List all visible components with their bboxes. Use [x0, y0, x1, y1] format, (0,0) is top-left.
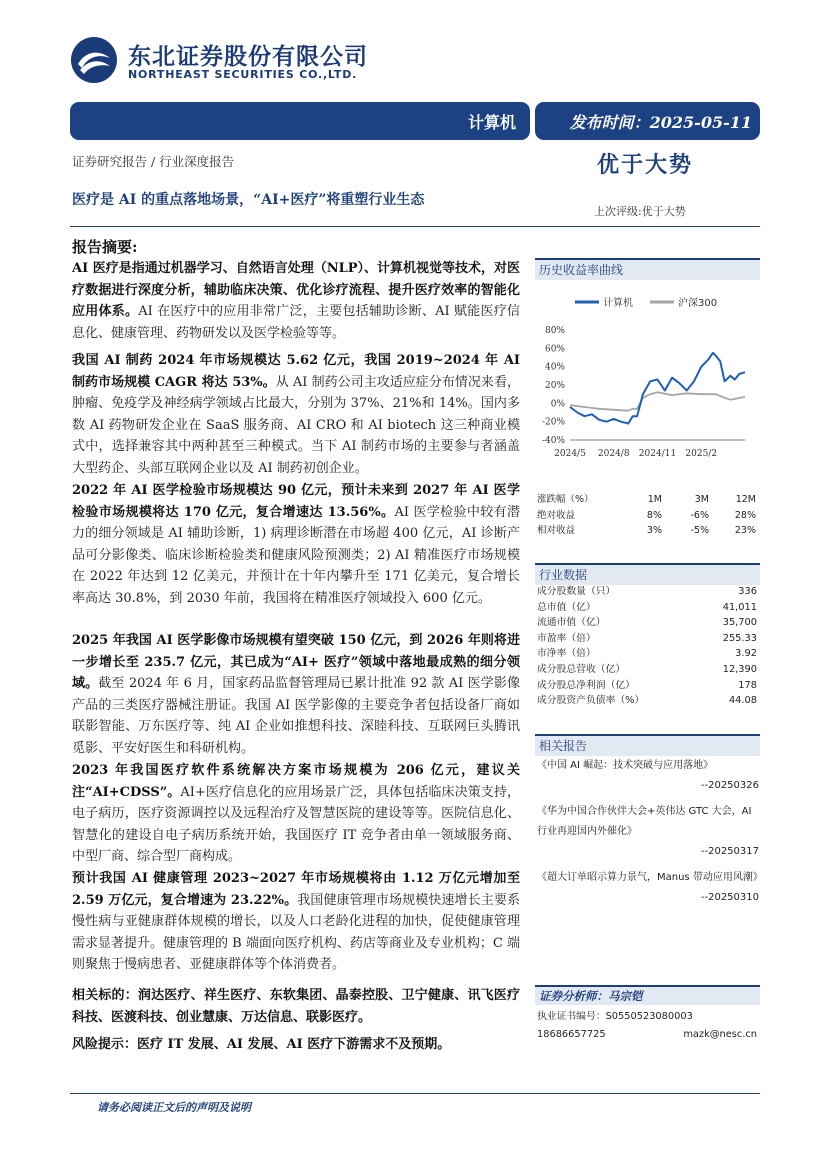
- industry-data-row: [537, 678, 757, 694]
- sector-label: 计算机: [467, 112, 516, 132]
- related-report-date: --20250317: [700, 846, 759, 857]
- industry-data-row: [537, 631, 757, 647]
- industry-data-label: 成分股数量（只）: [537, 586, 616, 597]
- summary-paragraph: [72, 868, 520, 976]
- company-logo: [70, 36, 390, 86]
- industry-data-value: 3.92: [735, 648, 757, 660]
- performance-label: 相对收益: [537, 525, 576, 536]
- related-targets-text: 相关标的：润达医疗、祥生医疗、东软集团、晶泰控股、卫宁健康、讯飞医疗科技、医渡科技、创业慧康、万达信息、联影医疗。: [72, 988, 520, 1025]
- paragraph-body: AI+医疗信息化的应用场景广泛，具体包括临床决策支持，电子病历，医疗资源调控以及远程治疗及智慧医院的建设等等。医院信息化、智慧化的建设自电子病历系统开始，我国医疗 IT 竞争者由单一领域服务商、中型厂商、综合型厂商构成。: [72, 784, 520, 865]
- summary-paragraph: [72, 350, 520, 480]
- industry-data-value: 35,700: [722, 617, 757, 629]
- x-tick-label: 2024/11: [638, 449, 677, 459]
- y-tick-label: 80%: [544, 326, 565, 336]
- related-reports-list: [537, 756, 763, 914]
- y-tick-label: 40%: [544, 362, 565, 373]
- performance-value: -5%: [690, 525, 709, 536]
- industry-data-row: [537, 584, 757, 600]
- paragraph-body: 我国健康管理市场规模快速增长主要系慢性病与亚健康群体规模的增长，以及人口老龄化进程的加快，促使健康管理需求显著提升。健康管理的 B 端面向医疗机构、药店等商业及专业机构；C 端则聚焦于慢病患者、亚健康群体等个体消费者。: [72, 892, 520, 973]
- performance-label: 涨跌幅（%）: [537, 494, 594, 505]
- performance-value: 1M: [647, 494, 662, 505]
- related-section-header: 相关报告: [535, 734, 760, 756]
- related-targets: [72, 985, 520, 1028]
- performance-value: 23%: [734, 525, 756, 536]
- industry-data-label: 成分股总净利润（亿）: [537, 679, 635, 691]
- industry-data-row: [537, 693, 757, 709]
- industry-data-value: 255.33: [722, 632, 757, 644]
- series-line: [570, 392, 745, 410]
- industry-section-header: 行业数据: [535, 563, 760, 585]
- company-name-en: NORTHEAST SECURITIES CO.,LTD.: [128, 68, 358, 81]
- series-line: [570, 353, 745, 424]
- performance-value: 8%: [646, 509, 662, 521]
- paragraph-body: 从 AI 制药公司主攻适应症分布情况来看，肿瘤、免疫学及神经病学领域占比最大，分别为 37%、21%和 14%。国内多数 AI 药物研发企业在 SaaS 服务商、AI CRO 和 AI biotech 这三种商业模式中，选择兼容其中两种甚至三种模式。当下 AI 制药市场的主要参与者涵盖大型药企、头部互联网企业以及 AI 制药初创企业。: [72, 374, 520, 476]
- performance-row: [537, 508, 760, 524]
- related-report-title[interactable]: 《华为中国合作伙伴大会+英伟达 GTC 大会，AI 行业再迎国内外催化》: [537, 806, 752, 837]
- publish-date: 发布时间：2025-05-11: [569, 112, 752, 132]
- analyst-license: 执业证书编号：S0550523080003: [537, 1011, 693, 1022]
- industry-data-label: 市盈率（倍）: [537, 632, 596, 644]
- rating: 优于大势: [597, 152, 694, 178]
- summary-paragraph: [72, 760, 520, 868]
- industry-data-table: [537, 584, 757, 709]
- logo-emblem-icon: [70, 36, 118, 84]
- y-tick-label: 0%: [550, 399, 565, 410]
- y-tick-label: -40%: [541, 436, 565, 446]
- industry-data-label: 成分股总营收（亿）: [537, 663, 626, 675]
- performance-value: 3%: [646, 525, 662, 536]
- analyst-info: [537, 1008, 757, 1044]
- report-headline: 医疗是 AI 的重点落地场景，“AI+医疗”将重塑行业生态: [72, 192, 425, 208]
- y-tick-label: 60%: [544, 344, 565, 355]
- industry-data-value: 41,011: [722, 601, 757, 613]
- analyst-email[interactable]: mazk@nesc.cn: [683, 1029, 757, 1040]
- related-report-date: --20250310: [700, 892, 759, 903]
- related-report-title[interactable]: 《超大订单昭示算力景气，Manus 带动应用风潮》: [537, 872, 763, 883]
- summary-paragraph: [72, 630, 520, 760]
- summary-paragraph: [72, 258, 520, 344]
- paragraph-lead: 我国 AI 制药 2024 年市场规模达 5.62 亿元，我国 2019~2024 年 AI 制药市场规模 CAGR 将达 53%。: [72, 353, 520, 390]
- performance-table: [537, 492, 760, 539]
- industry-data-label: 成分股资产负债率（%）: [537, 695, 645, 707]
- risk-warning-text: 风险提示：医疗 IT 发展、AI 发展、AI 医疗下游需求不及预期。: [72, 1037, 451, 1052]
- return-chart: [535, 290, 760, 468]
- previous-rating: 上次评级:优于大势: [594, 205, 686, 218]
- industry-data-label: 市净率（倍）: [537, 648, 596, 660]
- industry-data-value: 178: [738, 679, 757, 691]
- top-divider: [70, 226, 760, 227]
- paragraph-lead: 2025 年我国 AI 医学影像市场规模有望突破 150 亿元，到 2026 年则将进一步增长至 235.7 亿元，其已成为“AI+ 医疗”领域中落地最成熟的细分领域。: [72, 633, 520, 692]
- analyst-header: 证券分析师：马宗铠: [535, 985, 760, 1005]
- paragraph-lead: 2023 年我国医疗软件系统解决方案市场规模为 206 亿元，建议关注“AI+CDSS”。: [72, 763, 520, 800]
- paragraph-lead: 2022 年 AI 医学检验市场规模达 90 亿元，预计未来到 2027 年 AI 医学检验市场规模将达 170 亿元，复合增速达 13.56%。: [72, 483, 520, 520]
- performance-value: 28%: [734, 509, 756, 521]
- industry-data-row: [537, 615, 757, 631]
- legend-label: 计算机: [603, 298, 633, 309]
- company-name-cn: 东北证券股份有限公司: [128, 44, 368, 70]
- industry-data-row: [537, 662, 757, 678]
- footer-disclaimer: 请务必阅读正文后的声明及说明: [97, 1101, 251, 1114]
- related-report-title[interactable]: 《中国 AI 崛起：技术突破与应用落地》: [537, 760, 714, 771]
- analyst-phone: 18686657725: [537, 1029, 606, 1040]
- industry-data-value: 12,390: [722, 663, 757, 675]
- paragraph-body: AI 医学检验中较有潜力的细分领域是 AI 辅助诊断，1) 病理诊断潜在市场超 400 亿元，AI 诊断产品可分影像类、临床诊断检验类和健康风险预测类；2) AI 精准医疗市场规模在 2022 年达到 12 亿美元，并预计在十年内攀升至 171 亿美元，复合增长率高达 30.8%，到 2030 年前，我国将在精准医疗领域投入 600 亿元。: [72, 504, 521, 606]
- x-tick-label: 2024/5: [554, 449, 586, 459]
- chart-section-header: 历史收益率曲线: [535, 258, 760, 280]
- related-report-date: --20250326: [700, 780, 759, 791]
- summary-paragraph: [72, 480, 520, 610]
- performance-value: 3M: [694, 494, 709, 505]
- performance-label: 绝对收益: [537, 509, 576, 521]
- performance-header-row: [537, 492, 760, 508]
- industry-data-label: 流通市值（亿）: [537, 617, 606, 629]
- paragraph-body: AI 在医疗中的应用非常广泛，主要包括辅助诊断、AI 赋能医疗信息化、健康管理、药物研发以及医学检验等等。: [72, 304, 520, 341]
- paragraph-lead: AI 医疗是指通过机器学习、自然语言处理（NLP）、计算机视觉等技术，对医疗数据进行深度分析，辅助临床决策、优化诊疗流程、提升医疗效率的智能化应用体系。: [72, 261, 520, 320]
- date-banner: [535, 102, 760, 140]
- x-tick-label: 2024/8: [597, 449, 630, 459]
- sector-banner: [70, 102, 530, 140]
- industry-data-row: [537, 646, 757, 662]
- legend-label: 沪深300: [678, 298, 718, 309]
- x-tick-label: 2025/2: [685, 449, 718, 459]
- paragraph-lead: 预计我国 AI 健康管理 2023~2027 年市场规模将由 1.12 万亿元增加至 2.59 万亿元，复合增速为 23.22%。: [72, 871, 520, 908]
- summary-title: 报告摘要:: [72, 238, 138, 256]
- industry-data-value: 44.08: [728, 695, 757, 707]
- performance-value: 12M: [735, 494, 756, 505]
- performance-row: [537, 523, 760, 539]
- breadcrumb: 证券研究报告 / 行业深度报告: [72, 154, 235, 169]
- risk-warning: [72, 1034, 520, 1056]
- y-tick-label: 20%: [544, 381, 565, 391]
- industry-data-label: 总市值（亿）: [537, 601, 596, 613]
- bottom-divider: [70, 1093, 760, 1094]
- paragraph-body: 截至 2024 年 6 月，国家药品监督管理局已累计批准 92 款 AI 医学影像产品的三类医疗器械注册证。我国 AI 医学影像的主要竞争者包括设备厂商如联影智能、万东医疗等、纯 AI 企业如推想科技、深睦科技、互联网巨头腾讯觅影、平安好医生和科研机构。: [72, 676, 520, 756]
- y-tick-label: -20%: [541, 417, 565, 428]
- performance-value: -6%: [690, 509, 709, 521]
- industry-data-value: 336: [738, 586, 757, 597]
- industry-data-row: [537, 600, 757, 616]
